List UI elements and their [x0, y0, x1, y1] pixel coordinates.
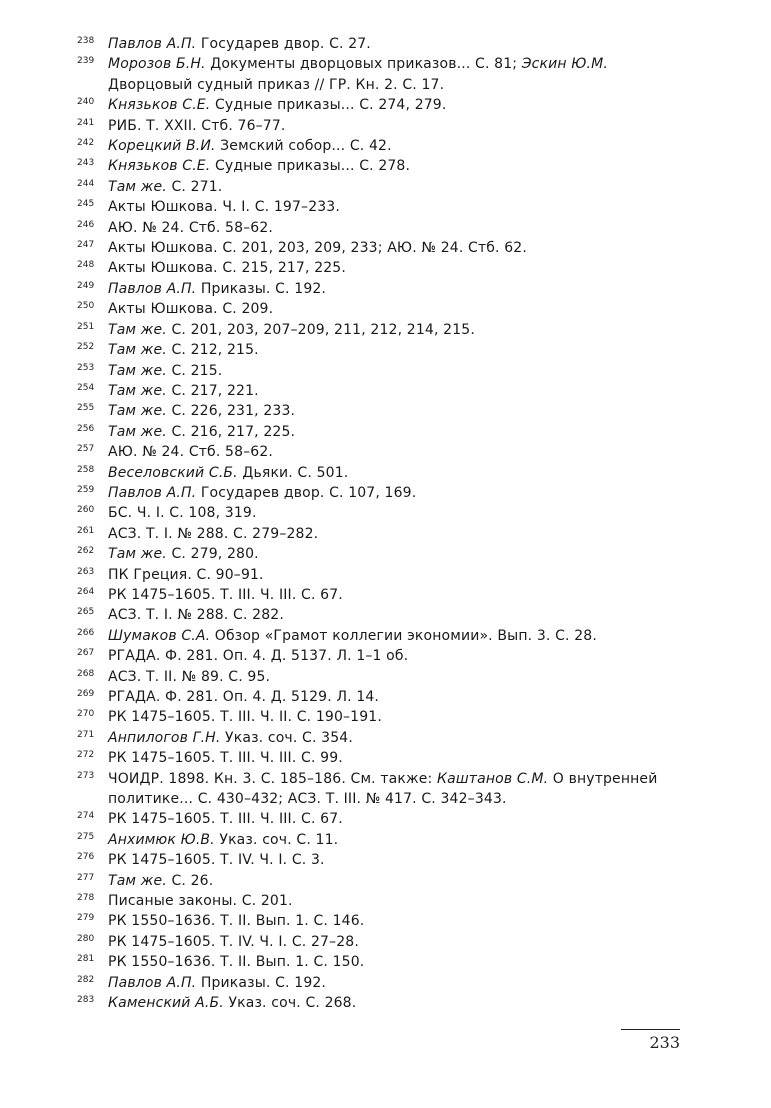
- footnote: [77, 993, 687, 1013]
- footnote-text: [108, 422, 687, 442]
- footnote-number: 249: [77, 280, 95, 291]
- footnote: [77, 769, 687, 810]
- footnote-text: [108, 361, 687, 381]
- footnote-text: [108, 34, 687, 54]
- footnote-citation: АСЗ. Т. I. № 288. С. 279–282.: [108, 525, 319, 542]
- footnote-number: 272: [77, 750, 95, 761]
- footnote-text: [108, 911, 687, 931]
- footnote-citation: Земский собор... С. 42.: [215, 138, 392, 155]
- footnote-citation: АЮ. № 24. Стб. 58–62.: [108, 444, 274, 461]
- footnote-number: 253: [77, 362, 95, 373]
- footnote-number: 256: [77, 423, 95, 434]
- footnote-text: [108, 891, 687, 911]
- footnote: [77, 361, 687, 381]
- footnote-text: [108, 830, 687, 850]
- footnote: [77, 483, 687, 503]
- footnote-citation: РК 1475–1605. Т. III. Ч. III. С. 67.: [108, 586, 343, 603]
- footnote: [77, 34, 687, 54]
- footnote-citation: С. 226, 231, 233.: [166, 403, 296, 420]
- footnote-author: Там же.: [108, 872, 167, 889]
- footnote-number: 241: [77, 117, 95, 128]
- footnote-number: 244: [77, 178, 95, 189]
- footnote-text: [108, 993, 687, 1013]
- footnote: [77, 932, 687, 952]
- footnote: [77, 565, 687, 585]
- footnote-citation: Акты Юшкова. С. 215, 217, 225.: [108, 260, 346, 277]
- footnote-author: Шумаков С.А.: [108, 627, 211, 644]
- footnote-text: [108, 136, 687, 156]
- footnote-citation: РК 1475–1605. Т. IV. Ч. I. С. 27–28.: [108, 933, 359, 950]
- footnote-text: [108, 197, 687, 217]
- footnote: [77, 422, 687, 442]
- footnote-number: 269: [77, 689, 95, 699]
- footnote: [77, 891, 687, 911]
- footnote-number: 264: [77, 586, 95, 597]
- footnote: [77, 626, 687, 646]
- footnote-text: [108, 238, 687, 258]
- footnote-author: Там же.: [108, 178, 167, 195]
- footnote-text: [108, 340, 687, 360]
- footnote-author: Корецкий В.И.: [108, 138, 216, 155]
- footnote-citation: Акты Юшкова. С. 201, 203, 209, 233; АЮ. № 24. Стб. 62.: [108, 240, 527, 257]
- footnote-text: [108, 626, 687, 646]
- footnote-citation: Государев двор. С. 107, 169.: [196, 484, 417, 501]
- footnote: [77, 687, 687, 707]
- footnote-citation: Писаные законы. С. 201.: [108, 893, 293, 910]
- footnote: [77, 279, 687, 299]
- footnote-author: Там же.: [108, 382, 167, 399]
- footnote-citation: О внутренней политике... С. 430–432; АСЗ. Т. III. № 417. С. 342–343.: [108, 770, 658, 808]
- footnote-citation: РК 1550–1636. Т. II. Вып. 1. С. 146.: [108, 913, 365, 930]
- footnote-number: 276: [77, 852, 95, 863]
- footnote-text: [108, 54, 687, 95]
- footnote-number: 265: [77, 607, 95, 618]
- footnote: [77, 952, 687, 972]
- footnote-citation: Указ. соч. С. 11.: [214, 831, 339, 848]
- footnote-text: [108, 258, 687, 278]
- footnote: [77, 524, 687, 544]
- footnote-citation: Указ. соч. С. 268.: [223, 995, 357, 1012]
- footnote-number: 274: [77, 811, 95, 822]
- footnote-author: Каменский А.Б.: [108, 995, 224, 1012]
- footnote-text: [108, 769, 687, 810]
- footnote-number: 242: [77, 138, 95, 149]
- footnote: [77, 320, 687, 340]
- footnote-number: 278: [77, 893, 95, 904]
- footnote-text: [108, 442, 687, 462]
- footnote-citation: РК 1475–1605. Т. III. Ч. II. С. 190–191.: [108, 709, 382, 726]
- footnote: [77, 95, 687, 115]
- footnote: [77, 299, 687, 319]
- footnote: [77, 605, 687, 625]
- footnote-author: Каштанов С.М.: [437, 770, 549, 787]
- footnote-text: [108, 544, 687, 564]
- footnote-text: [108, 463, 687, 483]
- footnote-citation: Документы дворцовых приказов... С. 81;: [205, 56, 522, 73]
- footnote-number: 246: [77, 219, 95, 230]
- footnote-citation: Указ. соч. С. 354.: [220, 729, 353, 746]
- footnote-author: Веселовский С.Б.: [108, 464, 238, 481]
- footnote-citation: С. 201, 203, 207–209, 211, 212, 214, 215.: [166, 321, 475, 338]
- footnote-number: 270: [77, 709, 95, 720]
- footnote-number: 279: [77, 913, 95, 924]
- footnote-number: 247: [77, 240, 95, 251]
- footnote-text: [108, 483, 687, 503]
- footnote-text: [108, 707, 687, 727]
- footnote-citation: РИБ. Т. XXII. Стб. 76–77.: [108, 117, 286, 134]
- footnote-citation: АСЗ. Т. I. № 288. С. 282.: [108, 607, 284, 624]
- footnote-citation: РГАДА. Ф. 281. Оп. 4. Д. 5137. Л. 1–1 об.: [108, 648, 409, 665]
- footnote-text: [108, 279, 687, 299]
- footnote-citation: Судные приказы... С. 278.: [210, 158, 411, 175]
- footnote: [77, 850, 687, 870]
- footnote: [77, 748, 687, 768]
- footnote-text: [108, 871, 687, 891]
- footnote-author: Там же.: [108, 362, 167, 379]
- footnote-citation: БС. Ч. I. С. 108, 319.: [108, 505, 257, 522]
- footnote: [77, 258, 687, 278]
- footnote-number: 267: [77, 648, 95, 659]
- footnote-author: Там же.: [108, 321, 167, 338]
- footnote-author: Там же.: [108, 423, 167, 440]
- footnote-number: 266: [77, 627, 95, 638]
- footnote-author: Там же.: [108, 342, 167, 359]
- footnote-citation: ПК Греция. С. 90–91.: [108, 566, 264, 583]
- footnote-citation: РГАДА. Ф. 281. Оп. 4. Д. 5129. Л. 14.: [108, 689, 380, 705]
- footnote-number: 281: [77, 954, 95, 965]
- footnote-number: 283: [77, 995, 95, 1006]
- footnote-citation: АЮ. № 24. Стб. 58–62.: [108, 219, 274, 236]
- footnote-text: [108, 503, 687, 523]
- footnote-citation: Дворцовый судный приказ // ГР. Кн. 2. С. 17.: [108, 76, 445, 93]
- footnote-text: [108, 156, 687, 176]
- footnote-number: 251: [77, 321, 95, 332]
- footnote-author: Павлов А.П.: [108, 280, 197, 297]
- footnote-text: [108, 687, 687, 707]
- page-number: 233: [649, 1033, 680, 1052]
- footnote-number: 258: [77, 464, 95, 475]
- footnote-text: [108, 646, 687, 666]
- footnote-number: 280: [77, 933, 95, 944]
- footnote-author: Там же.: [108, 546, 167, 563]
- footnote-citation: ЧОИДР. 1898. Кн. 3. С. 185–186. См. также:: [108, 770, 437, 787]
- footnote-number: 273: [77, 770, 95, 781]
- footnote-number: 275: [77, 831, 95, 842]
- footnote-number: 271: [77, 729, 95, 740]
- footnote-citation: С. 215.: [166, 362, 223, 379]
- footnote-number: 282: [77, 974, 95, 985]
- footnote-citation: Акты Юшкова. Ч. I. С. 197–233.: [108, 199, 340, 216]
- footnote: [77, 911, 687, 931]
- footnote-text: [108, 728, 687, 748]
- footnote-number: 277: [77, 872, 95, 883]
- footnote-citation: РК 1475–1605. Т. III. Ч. III. С. 67.: [108, 811, 343, 828]
- footnote-text: [108, 667, 687, 687]
- footnote-number: 260: [77, 505, 95, 516]
- footnote-text: [108, 932, 687, 952]
- footnote-author: Павлов А.П.: [108, 974, 197, 991]
- footnote-text: [108, 524, 687, 544]
- footnote-citation: РК 1550–1636. Т. II. Вып. 1. С. 150.: [108, 954, 365, 971]
- footnote-text: [108, 299, 687, 319]
- footnote-author: Павлов А.П.: [108, 36, 197, 52]
- footnotes-list: [77, 34, 687, 1014]
- footnote-number: 252: [77, 342, 95, 353]
- footnote: [77, 136, 687, 156]
- footnote-citation: РК 1475–1605. Т. IV. Ч. I. С. 3.: [108, 852, 325, 869]
- footnote-citation: С. 217, 221.: [166, 382, 259, 399]
- footnote-number: 248: [77, 260, 95, 271]
- footnote-text: [108, 809, 687, 829]
- footnote-citation: С. 271.: [166, 178, 223, 195]
- footnote-citation: С. 26.: [166, 872, 214, 889]
- footnote-number: 239: [77, 56, 95, 67]
- footnote-author: Эскин Ю.М.: [521, 56, 608, 73]
- footnote-text: [108, 973, 687, 993]
- footnote-number: 250: [77, 301, 95, 312]
- footnote-citation: Обзор «Грамот коллегии экономии». Вып. 3. С. 28.: [210, 627, 597, 644]
- footnote-text: [108, 116, 687, 136]
- footnote-number: 245: [77, 199, 95, 210]
- footnote-text: [108, 605, 687, 625]
- footnote: [77, 177, 687, 197]
- footnote-text: [108, 748, 687, 768]
- footnote-text: [108, 952, 687, 972]
- footnote-citation: С. 279, 280.: [166, 546, 259, 563]
- footnote: [77, 707, 687, 727]
- footnote-author: Князьков С.Е.: [108, 97, 211, 114]
- footnote-text: [108, 565, 687, 585]
- footnote-number: 268: [77, 668, 95, 679]
- footnote-number: 263: [77, 566, 95, 577]
- page-number-rule: [621, 1029, 680, 1030]
- footnote: [77, 973, 687, 993]
- footnote: [77, 830, 687, 850]
- footnote-author: Морозов Б.Н.: [108, 56, 206, 73]
- footnote-number: 261: [77, 525, 95, 536]
- footnote-text: [108, 218, 687, 238]
- footnote-author: Князьков С.Е.: [108, 158, 211, 175]
- footnote-text: [108, 585, 687, 605]
- footnote-citation: Государев двор. С. 27.: [196, 36, 371, 52]
- footnote: [77, 340, 687, 360]
- footnote-citation: Приказы. С. 192.: [196, 974, 327, 991]
- footnote: [77, 442, 687, 462]
- footnote-citation: Приказы. С. 192.: [196, 280, 327, 297]
- footnote: [77, 503, 687, 523]
- footnote: [77, 156, 687, 176]
- footnote-citation: Акты Юшкова. С. 209.: [108, 301, 274, 318]
- footnote: [77, 728, 687, 748]
- footnote: [77, 218, 687, 238]
- footnote: [77, 646, 687, 666]
- footnote: [77, 871, 687, 891]
- footnote-citation: С. 212, 215.: [166, 342, 259, 359]
- footnote-author: Анхимюк Ю.В.: [108, 831, 215, 848]
- footnote: [77, 463, 687, 483]
- footnote-citation: Судные приказы... С. 274, 279.: [210, 97, 447, 114]
- footnote: [77, 238, 687, 258]
- footnote-citation: АСЗ. Т. II. № 89. С. 95.: [108, 668, 271, 685]
- footnote: [77, 116, 687, 136]
- footnote-number: 257: [77, 444, 95, 455]
- footnote-number: 255: [77, 403, 95, 414]
- footnote-number: 243: [77, 158, 95, 169]
- footnote: [77, 544, 687, 564]
- footnote-number: 240: [77, 97, 95, 108]
- footnote-author: Анпилогов Г.Н.: [108, 729, 221, 746]
- footnote-text: [108, 381, 687, 401]
- footnote-author: Павлов А.П.: [108, 484, 197, 501]
- footnote-citation: С. 216, 217, 225.: [166, 423, 296, 440]
- footnote-number: 238: [77, 36, 95, 46]
- footnote-text: [108, 401, 687, 421]
- footnote-author: Там же.: [108, 403, 167, 420]
- footnote-citation: РК 1475–1605. Т. III. Ч. III. С. 99.: [108, 750, 343, 767]
- footnote-number: 262: [77, 546, 95, 557]
- footnote: [77, 54, 687, 95]
- footnote-text: [108, 95, 687, 115]
- footnote-number: 259: [77, 484, 95, 495]
- footnote-text: [108, 850, 687, 870]
- footnote: [77, 401, 687, 421]
- footnote-citation: Дьяки. С. 501.: [237, 464, 349, 481]
- footnote: [77, 585, 687, 605]
- footnote: [77, 809, 687, 829]
- footnote-text: [108, 177, 687, 197]
- footnote: [77, 667, 687, 687]
- footnote: [77, 197, 687, 217]
- footnote-text: [108, 320, 687, 340]
- footnote: [77, 381, 687, 401]
- footnote-number: 254: [77, 382, 95, 393]
